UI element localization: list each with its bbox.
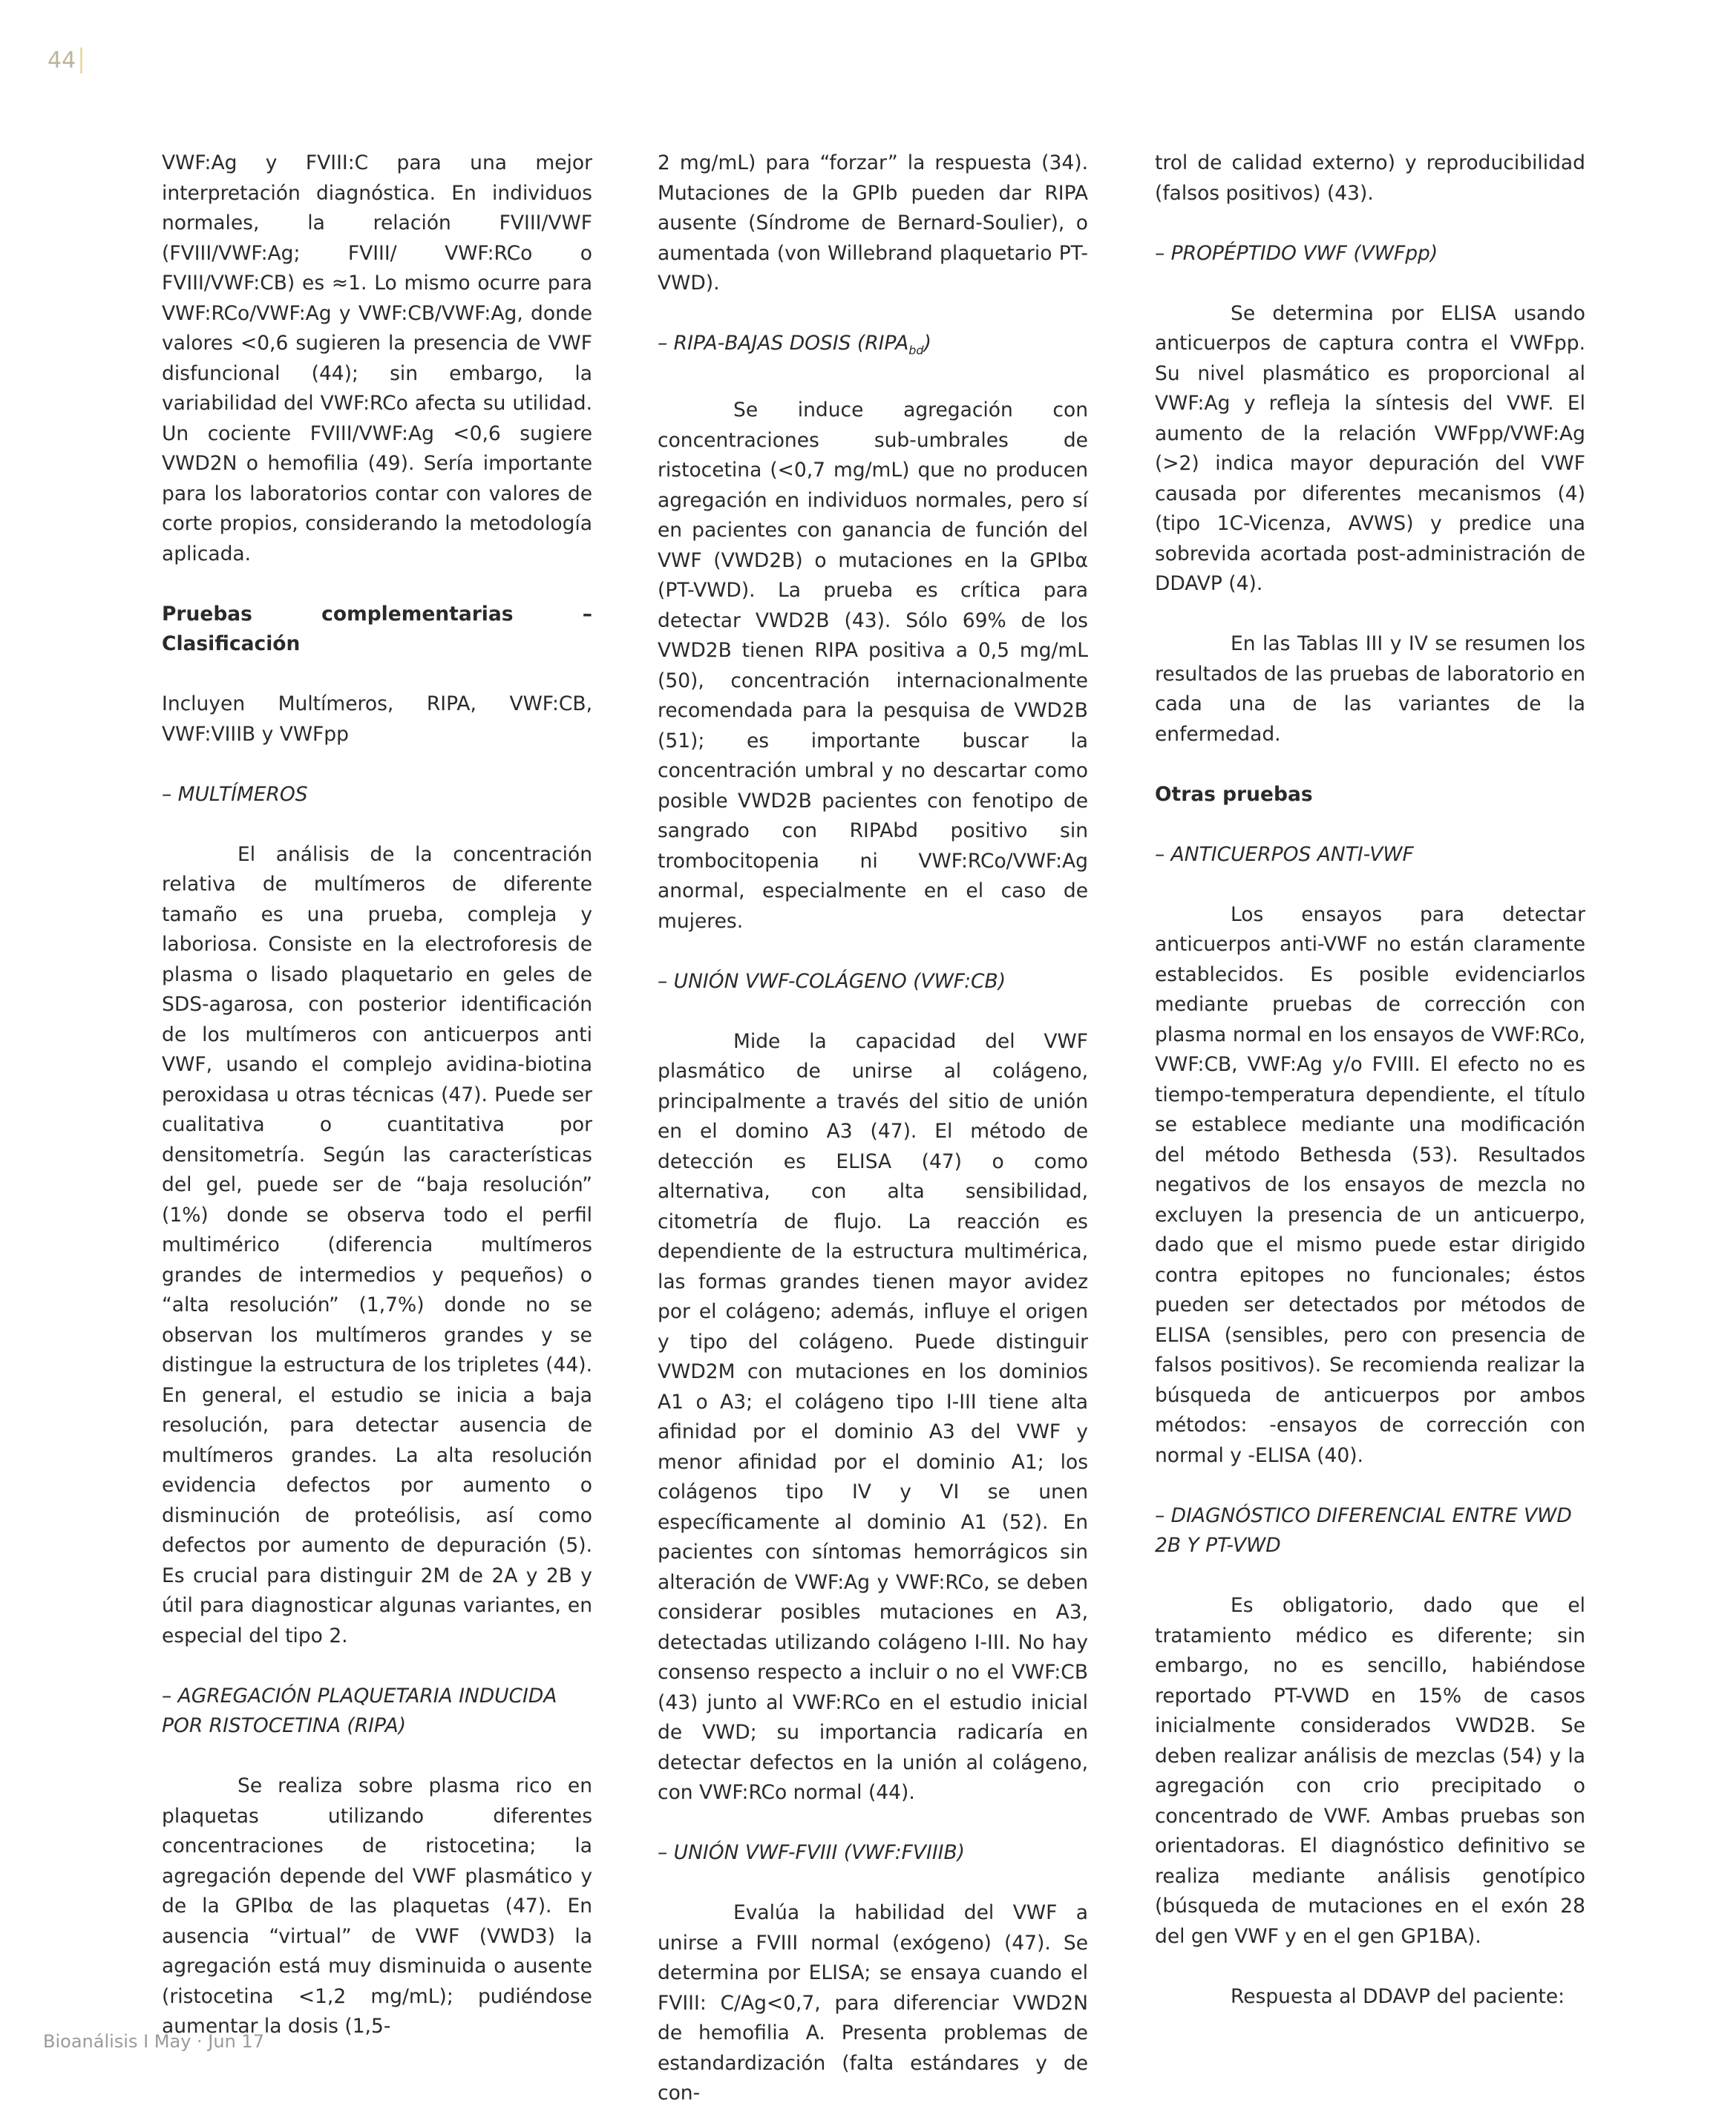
subsection-heading <box>658 329 1088 366</box>
page-number: 44 <box>48 47 82 73</box>
text-column-3 <box>1155 148 1585 2012</box>
text-column-2 <box>658 148 1088 2109</box>
paragraph: Mide la capacidad del VWF plasmático de unirse al colágeno, principalmente a través del sitio de unión en el domino A3 (47). El método de detección es ELISA (47) o como alternativa, con alta sensibilidad, citometría de flujo. La reacción es dependiente de la estructura multimérica, las formas grandes tienen mayor avidez por el colágeno; además, influye el origen y tipo del colágeno. Puede distinguir VWD2M con mutaciones en los dominios A1 o A3; el colágeno tipo I-III tiene alta afinidad por el dominio A3 del VWF y menor afinidad por el dominio A1; los colágenos tipo IV y VI se unen específicamente al dominio A1 (52). En pacientes con síntomas hemorrágicos sin alteración de VWF:Ag y VWF:RCo, se deben considerar posibles mutaciones en A3, detectadas utilizando colágeno I-III. No hay consenso respecto a incluir o no el VWF:CB (43) junto al VWF:RCo en el estudio inicial de VWD; su importancia radicaría en detectar defectos en la unión al colágeno, con VWF:RCo normal (44). <box>658 1029 1088 1805</box>
subsection-heading: – AGREGACIÓN PLAQUETARIA INDUCIDA POR RISTOCETINA (RIPA) <box>162 1684 557 1737</box>
heading-text: – RIPA-BAJAS DOSIS (RIPA <box>658 332 909 355</box>
section-heading: Otras pruebas <box>1155 782 1313 806</box>
heading-subscript: bd <box>908 343 924 358</box>
paragraph: VWF:Ag y FVIII:C para una mejor interpretación diagnóstica. En individuos normales, la relación FVIII/VWF (FVIII/VWF:Ag; FVIII/ VWF:RCo o FVIII/VWF:CB) es ≈1. Lo mismo ocurre para VWF:RCo/VWF:Ag y VWF:CB/VWF:Ag, donde valores <0,6 sugieren la presencia de VWF disfuncional (44); sin embargo, la variabilidad del VWF:RCo afecta su utilidad. Un cociente FVIII/VWF:Ag <0,6 sugiere VWD2N o hemofilia (49). Sería importante para los laboratorios contar con valores de corte propios, considerando la metodología aplicada. <box>162 151 592 565</box>
paragraph: Se induce agregación con concentraciones sub-umbrales de ristocetina (<0,7 mg/mL) que no producen agregación en individuos normales, pero sí en pacientes con ganancia de función del VWF (VWD2B) o mutaciones en la GPIbα (PT-VWD). La prueba es crítica para detectar VWD2B (43). Sólo 69% de los VWD2B tienen RIPA positiva a 0,5 mg/mL (50), concentración internacionalmente recomendada para la pesquisa de VWD2B (51); es importante buscar la concentración umbral y no descartar como posible VWD2B pacientes con fenotipo de sangrado con RIPAbd positivo sin trombocitopenia ni VWF:RCo/VWF:Ag anormal, especialmente en el caso de mujeres. <box>658 398 1088 933</box>
footer-journal-issue: Bioanálisis I May · Jun 17 <box>43 2031 264 2052</box>
subsection-heading: – PROPÉPTIDO VWF (VWFpp) <box>1155 241 1438 265</box>
paragraph: Respuesta al DDAVP del paciente: <box>1231 1984 1565 2008</box>
paragraph: Evalúa la habilidad del VWF a unirse a FVIII normal (exógeno) (47). Se determina por ELISA; se ensaya cuando el FVIII: C/Ag<0,7, para diferenciar VWD2N de hemofilia A. Presenta problemas de estandardización (falta estándares y de con- <box>658 1901 1088 2105</box>
paragraph: Incluyen Multímeros, RIPA, VWF:CB, VWF:VIIIB y VWFpp <box>162 692 592 746</box>
paragraph: 2 mg/mL) para “forzar” la respuesta (34). Mutaciones de la GPIb pueden dar RIPA ausente (Síndrome de Bernard-Soulier), o aumentada (von Willebrand plaquetario PT-VWD). <box>658 151 1088 295</box>
paragraph: Se realiza sobre plasma rico en plaquetas utilizando diferentes concentraciones de ristocetina; la agregación depende del VWF plasmático y de la GPIbα de las plaquetas (47). En ausencia “virtual” de VWF (VWD3) la agregación está muy disminuida o ausente (ristocetina <1,2 mg/mL); pudiéndose aumentar la dosis (1,5- <box>162 1774 592 2038</box>
heading-suffix: ) <box>923 332 931 355</box>
paragraph: Es obligatorio, dado que el tratamiento médico es diferente; sin embargo, no es sencillo, habiéndose reportado PT-VWD en 15% de casos inicialmente considerados VWD2B. Se deben realizar análisis de mezclas (54) y la agregación con crio precipitado o concentrado de VWF. Ambas pruebas son orientadoras. El diagnóstico definitivo se realiza mediante análisis genotípico (búsqueda de mutaciones en el exón 28 del gen VWF y en el gen GP1BA). <box>1155 1594 1585 1948</box>
subsection-heading: – ANTICUERPOS ANTI-VWF <box>1155 842 1414 866</box>
paragraph: Los ensayos para detectar anticuerpos anti-VWF no están claramente establecidos. Es posible evidenciarlos mediante pruebas de corrección con plasma normal en los ensayos de VWF:RCo, VWF:CB, VWF:Ag y/o FVIII. El efecto no es tiempo-temperatura dependiente, el título se establece mediante una modificación del método Bethesda (53). Resultados negativos de los ensayos de mezcla no excluyen la presencia de un anticuerpo, dado que el mismo puede estar dirigido contra epitopes no funcionales; éstos pueden ser detectados por métodos de ELISA (sensibles, pero con presencia de falsos positivos). Se recomienda realizar la búsqueda de anticuerpos por ambos métodos: -ensayos de corrección con normal y -ELISA (40). <box>1155 902 1585 1467</box>
subsection-heading: – MULTÍMEROS <box>162 782 308 806</box>
text-column-1 <box>162 148 592 2042</box>
paragraph: Se determina por ELISA usando anticuerpos de captura contra el VWFpp. Su nivel plasmático es proporcional al VWF:Ag y refleja la síntesis del VWF. El aumento de la relación VWFpp/VWF:Ag (>2) indica mayor depuración del VWF causada por diferentes mecanismos (4) (tipo 1C-Vicenza, AVWS) y predice una sobrevida acortada post-administración de DDAVP (4). <box>1155 301 1585 595</box>
subsection-heading: – UNIÓN VWF-FVIII (VWF:FVIIIB) <box>658 1841 965 1865</box>
subsection-heading: – DIAGNÓSTICO DIFERENCIAL ENTRE VWD 2B Y PT-VWD <box>1155 1503 1572 1557</box>
paragraph: En las Tablas III y IV se resumen los resultados de las pruebas de laboratorio en cada una de las variantes de la enfermedad. <box>1155 632 1585 746</box>
paragraph: trol de calidad externo) y reproducibilidad (falsos positivos) (43). <box>1155 151 1585 205</box>
paragraph: El análisis de la concentración relativa de multímeros de diferente tamaño es una prueba, compleja y laboriosa. Consiste en la electroforesis de plasma o lisado plaquetario en geles de SDS-agarosa, con posterior identificación de los multímeros con anticuerpos anti VWF, usando el complejo avidina-biotina peroxidasa u otras técnicas (47). Puede ser cualitativa o cuantitativa por densitometría. Según las características del gel, puede ser de “baja resolución” (1%) donde se observa todo el perfil multimérico (diferencia multímeros grandes de intermedios y pequeños) o “alta resolución” (1,7%) donde no se observan los multímeros grandes y se distingue la estructura de los tripletes (44). En general, el estudio se inicia a baja resolución, para detectar ausencia de multímeros grandes. La alta resolución evidencia defectos por aumento o disminución de proteólisis, así como defectos por aumento de depuración (5). Es crucial para distinguir 2M de 2A y 2B y útil para diagnosticar algunas variantes, en especial del tipo 2. <box>162 842 592 1647</box>
section-heading: Pruebas complementarias – Clasificación <box>162 602 592 655</box>
subsection-heading: – UNIÓN VWF-COLÁGENO (VWF:CB) <box>658 969 1006 993</box>
